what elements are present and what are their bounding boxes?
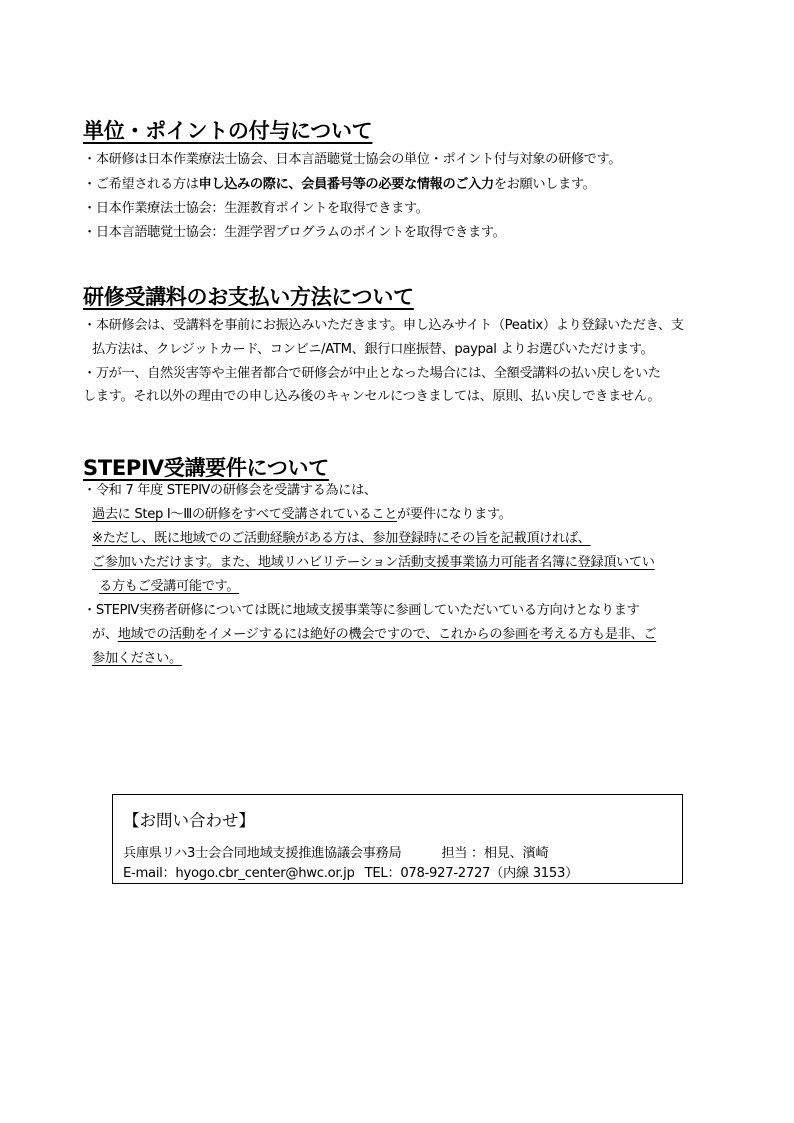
credits-line-1: ・本研修は日本作業療法士協会、日本言語聴覚士協会の単位・ポイント付与対象の研修です。 bbox=[83, 152, 622, 167]
credits-line-3: ・日本作業療法士協会：生涯教育ポイントを取得できます。 bbox=[83, 201, 429, 216]
step4-line-1: ・令和 7 年度 STEPⅣの研修会を受講する為には、 bbox=[83, 483, 377, 498]
contact-email[interactable]: E-mail：hyogo.cbr_center@hwc.or.jp bbox=[123, 866, 355, 881]
step4-line-7: が、地域での活動をイメージするには絶好の機会ですので、これからの参画を考える方も是非、ご bbox=[92, 627, 657, 642]
step4-line-4: ご参加いただけます。また、地域リハビリテーション活動支援事業協力可能者名簿に登録頂いてい bbox=[92, 555, 655, 570]
credits-line-4: ・日本言語聴覚士協会：生涯学習プログラムのポイントを取得できます。 bbox=[83, 225, 506, 240]
payment-line-4: します。それ以外の理由での申し込み後のキャンセルにつきましては、原則、払い戻しできません。 bbox=[83, 389, 661, 404]
contact-details-line bbox=[123, 862, 578, 881]
section-heading-step4: STEPⅣ受講要件について bbox=[83, 456, 329, 480]
credits-emphasis: 申し込みの際に、会員番号等の必要な情報のご入力 bbox=[198, 177, 494, 192]
payment-line-2: 払方法は、クレジットカード、コンビニ/ATM、銀行口座振替、paypal よりお選びいただけます。 bbox=[92, 342, 654, 357]
contact-office: 兵庫県リハ3士会合同地域支援推進協議会事務局 bbox=[123, 846, 402, 861]
contact-box bbox=[112, 794, 683, 884]
section-heading-credits: 単位・ポイントの付与について bbox=[83, 119, 373, 143]
step4-line-6: ・STEPⅣ実務者研修については既に地域支援事業等に参画していただいている方向けとなります bbox=[83, 603, 640, 618]
payment-line-3: ・万が一、自然災害等や主催者都合で研修会が中止となった場合には、全額受講料の払い戻しをいた bbox=[83, 366, 661, 381]
contact-person: 担当 ：相見、濱崎 bbox=[441, 846, 549, 861]
step4-line-5: る方もご受講可能です。 bbox=[99, 579, 240, 594]
credits-line-2: ・ご希望される方は申し込みの際に、会員番号等の必要な情報のご入力をお願いします。 bbox=[83, 177, 596, 192]
section-heading-payment: 研修受講料のお支払い方法について bbox=[83, 285, 414, 309]
step4-line-3: ※ただし、既に地域でのご活動経験がある方は、参加登録時にその旨を記載頂ければ、 bbox=[92, 531, 591, 546]
payment-line-1: ・本研修会は、受講料を事前にお振込みいただきます。申し込みサイト（Peatix）より登録いただき、支 bbox=[83, 318, 684, 333]
contact-office-line bbox=[123, 842, 548, 861]
contact-title: 【お問い合わせ】 bbox=[123, 811, 255, 830]
contact-tel: TEL：078-927-2727（内線 3153） bbox=[364, 866, 578, 881]
step4-line-8: 参加ください。 bbox=[92, 651, 182, 666]
step4-line-2: 過去に Step Ⅰ～Ⅲの研修をすべて受講されていることが要件になります。 bbox=[92, 507, 512, 522]
